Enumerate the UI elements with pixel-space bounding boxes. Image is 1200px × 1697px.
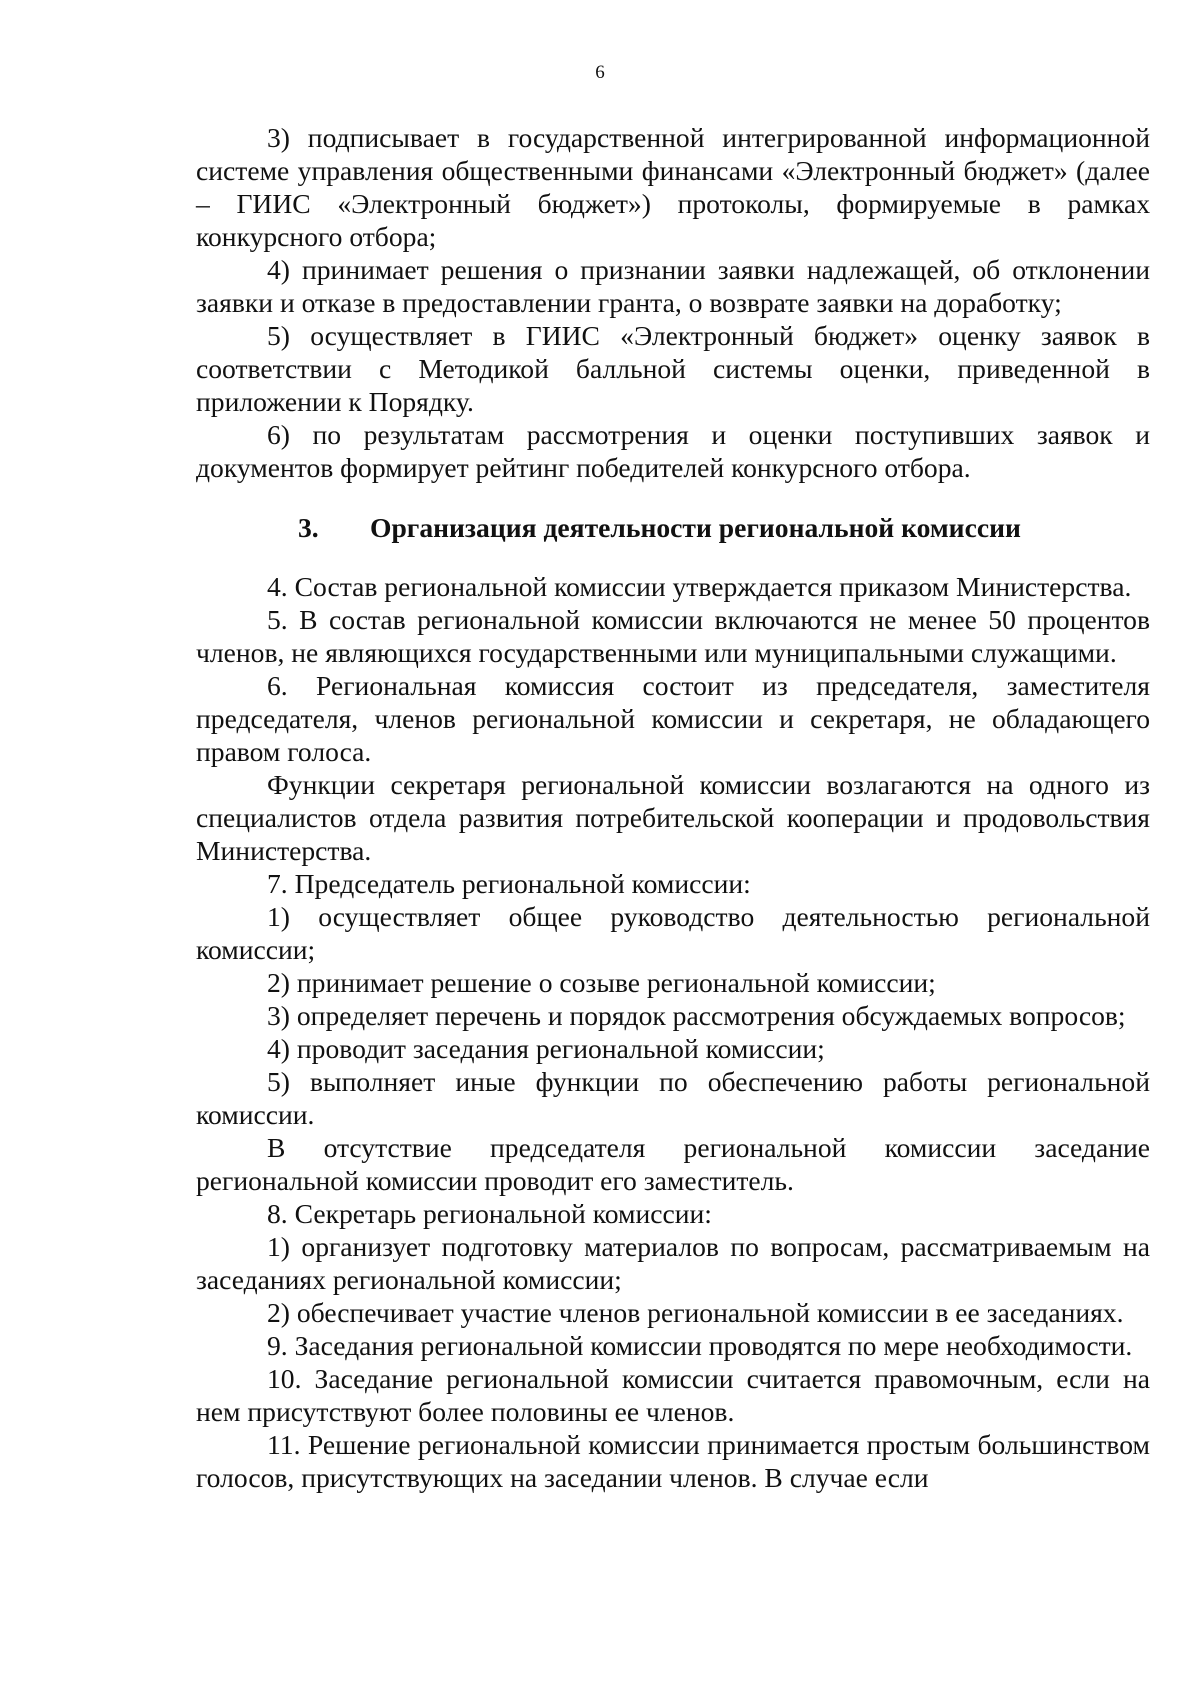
clause-8: 8. Секретарь региональной комиссии: xyxy=(267,1198,712,1229)
chairman-duty-5: 5) выполняет иные функции по обеспечению работы региональной комиссии. xyxy=(196,1066,1150,1130)
section-title: Организация деятельности региональной комиссии xyxy=(370,512,1021,543)
section-heading xyxy=(196,511,1150,544)
chairman-duty-1: 1) осуществляет общее руководство деятельностью региональной комиссии; xyxy=(196,901,1150,965)
clause-7: 7. Председатель региональной комиссии: xyxy=(267,868,751,899)
document-body xyxy=(196,121,1150,1494)
clause-9: 9. Заседания региональной комиссии проводятся по мере необходимости. xyxy=(267,1330,1133,1361)
clause-4: 4. Состав региональной комиссии утверждается приказом Министерства. xyxy=(267,571,1132,602)
clause-10: 10. Заседание региональной комиссии считается правомочным, если на нем присутствуют более половины ее членов. xyxy=(196,1363,1150,1427)
chairman-absence-paragraph: В отсутствие председателя региональной комиссии заседание региональной комиссии проводит его заместитель. xyxy=(196,1132,1150,1196)
chairman-duty-4: 4) проводит заседания региональной комиссии; xyxy=(267,1033,825,1064)
clause-11: 11. Решение региональной комиссии принимается простым большинством голосов, присутствующих на заседании членов. В случае если xyxy=(196,1429,1150,1493)
paragraph-item-3: 3) подписывает в государственной интегрированной информационной системе управления общественными финансами «Электронный бюджет» (далее – ГИИС «Электронный бюджет») протоколы, формируемые в рамках конкурсного отбора; xyxy=(196,122,1150,252)
secretary-functions-paragraph: Функции секретаря региональной комиссии возлагаются на одного из специалистов отдела развития потребительской кооперации и продовольствия Министерства. xyxy=(196,769,1150,866)
paragraph-item-5: 5) осуществляет в ГИИС «Электронный бюджет» оценку заявок в соответствии с Методикой балльной системы оценки, приведенной в приложении к Порядку. xyxy=(196,320,1150,417)
secretary-duty-2: 2) обеспечивает участие членов региональной комиссии в ее заседаниях. xyxy=(267,1297,1124,1328)
chairman-duty-3: 3) определяет перечень и порядок рассмотрения обсуждаемых вопросов; xyxy=(267,1000,1126,1031)
secretary-duty-1: 1) организует подготовку материалов по вопросам, рассматриваемым на заседаниях региональной комиссии; xyxy=(196,1231,1150,1295)
clause-6: 6. Региональная комиссия состоит из председателя, заместителя председателя, членов региональной комиссии и секретаря, не обладающего правом голоса. xyxy=(196,670,1150,767)
paragraph-item-6: 6) по результатам рассмотрения и оценки поступивших заявок и документов формирует рейтинг победителей конкурсного отбора. xyxy=(196,419,1150,483)
section-number: 3. xyxy=(298,512,319,543)
chairman-duty-2: 2) принимает решение о созыве региональной комиссии; xyxy=(267,967,936,998)
clause-5: 5. В состав региональной комиссии включаются не менее 50 процентов членов, не являющихся государственными или муниципальными служащими. xyxy=(196,604,1150,668)
page-number: 6 xyxy=(595,62,605,83)
paragraph-item-4: 4) принимает решения о признании заявки надлежащей, об отклонении заявки и отказе в предоставлении гранта, о возврате заявки на доработку; xyxy=(196,254,1150,318)
